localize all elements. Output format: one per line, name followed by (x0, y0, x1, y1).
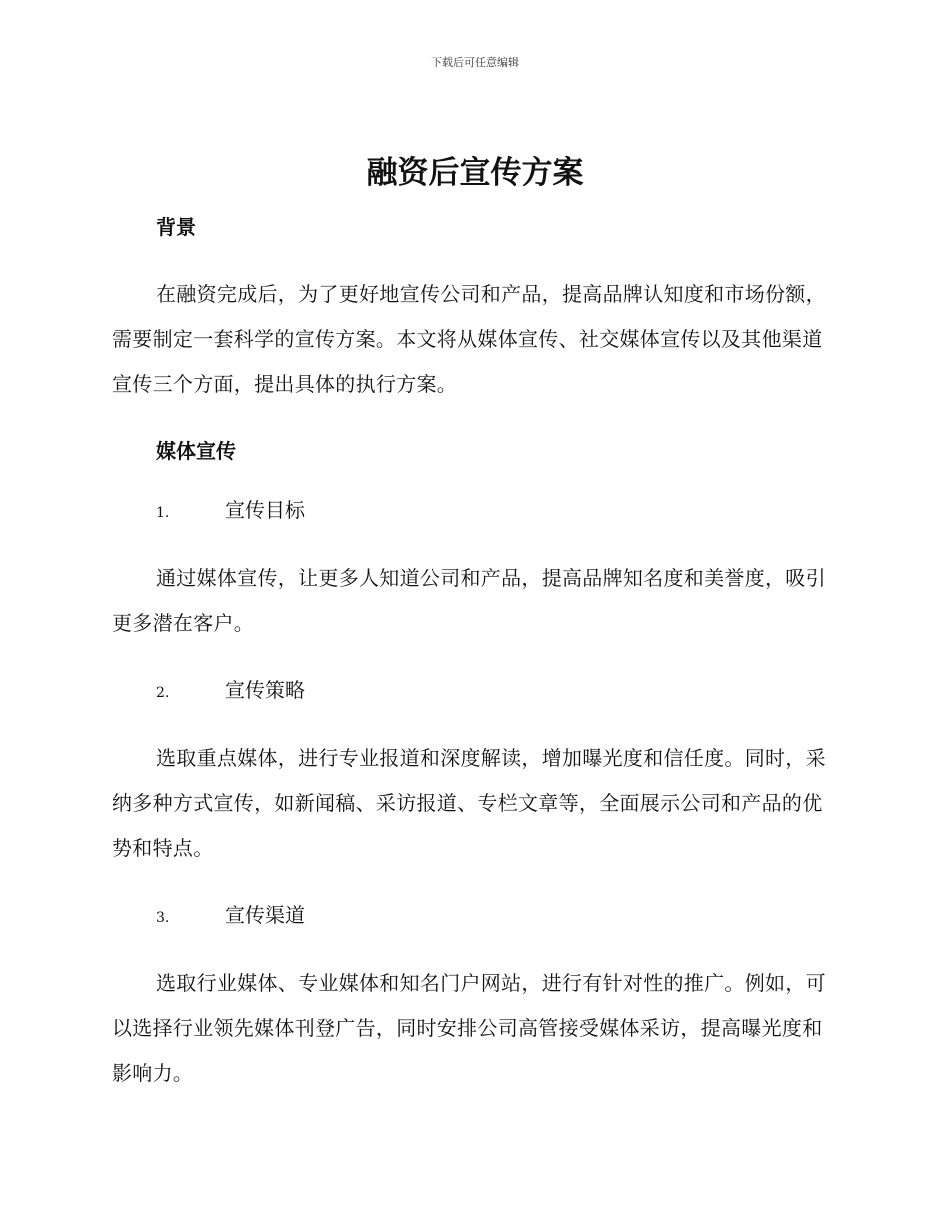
list-label: 宣传目标 (225, 498, 305, 522)
list-item-channels (112, 899, 830, 934)
list-label: 宣传策略 (225, 678, 305, 702)
paragraph-channels: 选取行业媒体、专业媒体和知名门户网站，进行有针对性的推广。例如，可以选择行业领先媒体刊登广告，同时安排公司高管接受媒体采访，提高曝光度和影响力。 (112, 971, 826, 1085)
document-body (112, 150, 830, 1096)
paragraph-strategy: 选取重点媒体，进行专业报道和深度解读，增加曝光度和信任度。同时，采纳多种方式宣传，如新闻稿、采访报道、专栏文章等，全面展示公司和产品的优势和特点。 (112, 746, 826, 860)
list-number: 2. (156, 685, 170, 701)
section-heading-background: 背景 (156, 215, 196, 239)
section-heading-media: 媒体宣传 (156, 439, 236, 463)
list-item-strategy (112, 674, 830, 709)
header-note: 下载后可任意编辑 (431, 56, 519, 69)
document-title: 融资后宣传方案 (366, 155, 584, 191)
list-label: 宣传渠道 (225, 903, 305, 927)
list-item-goal (112, 494, 830, 529)
list-number: 1. (156, 505, 170, 521)
paragraph-background: 在融资完成后，为了更好地宣传公司和产品，提高品牌认知度和市场份额，需要制定一套科学的宣传方案。本文将从媒体宣传、社交媒体宣传以及其他渠道宣传三个方面，提出具体的执行方案。 (112, 282, 826, 396)
paragraph-goal: 通过媒体宣传，让更多人知道公司和产品，提高品牌知名度和美誉度，吸引更多潜在客户。 (112, 566, 826, 635)
list-number: 3. (156, 910, 170, 926)
